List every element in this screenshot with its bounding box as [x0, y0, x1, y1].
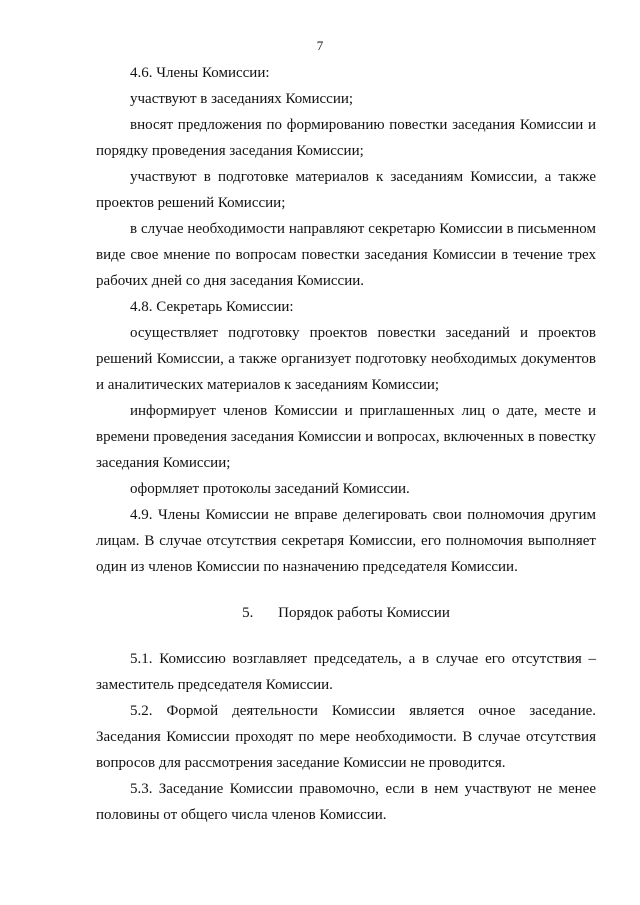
paragraph-4-8-item-3: оформляет протоколы заседаний Комиссии. — [130, 481, 410, 497]
section-title-text: Порядок работы Комиссии — [278, 605, 450, 621]
paragraph-4-9: 4.9. Члены Комиссии не вправе делегировать свои полномочия другим лицам. В случае отсутствия секретаря Комиссии, его полномочия выполняет один из членов Комиссии по назначению председателя Комиссии. — [96, 507, 596, 575]
paragraph-4-6-item-1: участвуют в заседаниях Комиссии; — [130, 91, 354, 107]
paragraph-4-6-item-2: вносят предложения по формированию повестки заседания Комиссии и порядку проведения заседания Комиссии; — [96, 117, 596, 159]
page-number: 7 — [316, 38, 324, 53]
paragraph-5-1: 5.1. Комиссию возглавляет председатель, а в случае его отсутствия – заместитель председателя Комиссии. — [96, 651, 596, 693]
paragraph-4-6-item-3: участвуют в подготовке материалов к заседаниям Комиссии, а также проектов решений Комиссии; — [96, 169, 596, 211]
paragraph-4-6-heading: 4.6. Члены Комиссии: — [130, 65, 270, 81]
paragraph-5-3: 5.3. Заседание Комиссии правомочно, если в нем участвуют не менее половины от общего числа членов Комиссии. — [96, 781, 596, 823]
section-5-title — [96, 580, 596, 646]
paragraph-4-6-item-4: в случае необходимости направляют секретарю Комиссии в письменном виде свое мнение по вопросам повестки заседания Комиссии в течение трех рабочих дней со дня заседания Комиссии. — [96, 221, 596, 289]
paragraph-4-8-item-1: осуществляет подготовку проектов повестки заседаний и проектов решений Комиссии, а также организует подготовку необходимых документов и аналитических материалов к заседаниям Комиссии; — [96, 325, 596, 393]
section-number: 5. — [242, 605, 254, 621]
paragraph-5-2: 5.2. Формой деятельности Комиссии является очное заседание. Заседания Комиссии проходят по мере необходимости. В случае отсутствия вопросов для рассмотрения заседание Комиссии не проводится. — [96, 703, 596, 771]
paragraph-4-8-heading: 4.8. Секретарь Комиссии: — [130, 299, 294, 315]
document-body — [96, 60, 596, 828]
paragraph-4-8-item-2: информирует членов Комиссии и приглашенных лиц о дате, месте и времени проведения заседания Комиссии и вопросах, включенных в повестку заседания Комиссии; — [96, 403, 596, 471]
